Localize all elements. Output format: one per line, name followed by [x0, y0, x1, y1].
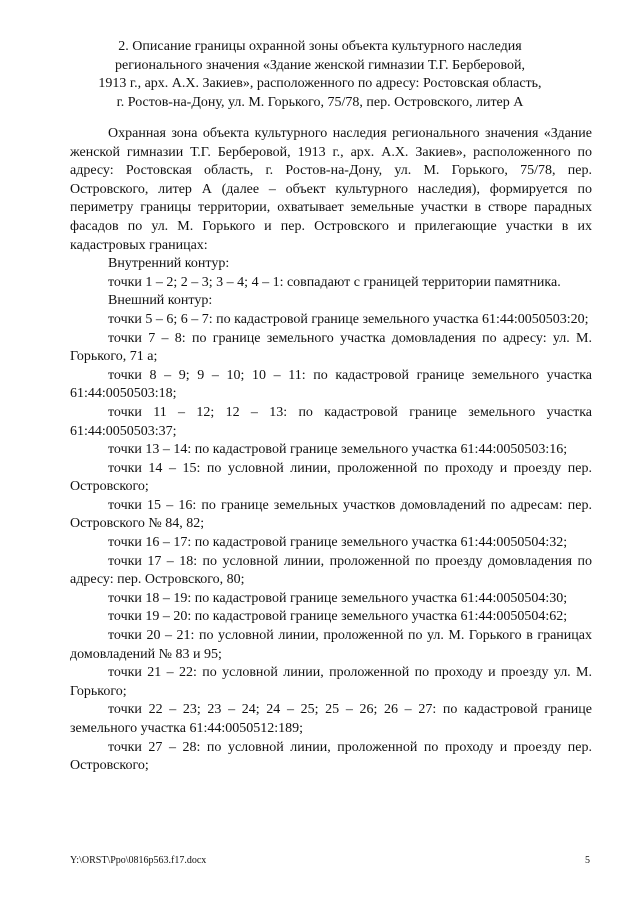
- contour-point-item: точки 7 – 8: по границе земельного участка домовладения по адресу: ул. М. Горького, 71 а;: [70, 330, 592, 365]
- contour-point-item: точки 13 – 14: по кадастровой границе земельного участка 61:44:0050503:16;: [108, 442, 568, 458]
- section-heading: [70, 38, 570, 112]
- contour-point-item: точки 27 – 28: по условной линии, проложенной по проходу и проезду пер. Островского;: [70, 739, 592, 774]
- document-body: [70, 125, 592, 776]
- contour-point-item: точки 5 – 6; 6 – 7: по кадастровой границе земельного участка 61:44:0050503:20;: [108, 311, 589, 327]
- contour-point-item: точки 22 – 23; 23 – 24; 24 – 25; 25 – 26; 26 – 27: по кадастровой границе земельного участка 61:44:0050512:189;: [70, 702, 592, 736]
- contour-point-item: точки 18 – 19: по кадастровой границе земельного участка 61:44:0050504:30;: [108, 590, 568, 606]
- contour-point-item: точки 17 – 18: по условной линии, проложенной по проезду домовладения по адресу: пер. Островского, 80;: [70, 553, 592, 588]
- contour-point-item: точки 19 – 20: по кадастровой границе земельного участка 61:44:0050504:62;: [108, 609, 568, 625]
- contour-point-item: точки 8 – 9; 9 – 10; 10 – 11: по кадастровой границе земельного участка 61:44:0050503:18;: [70, 367, 592, 402]
- contour-point-item: точки 15 – 16: по границе земельных участков домовладений по адресам: пер. Островского № 84, 82;: [70, 497, 592, 532]
- page-number: 5: [585, 855, 590, 866]
- heading-line: регионального значения «Здание женской гимназии Т.Г. Берберовой,: [115, 57, 525, 73]
- contour-point-item: точки 21 – 22: по условной линии, проложенной по проходу и проезду ул. М. Горького;: [70, 665, 592, 699]
- inner-contour-label: Внутренний контур:: [108, 256, 230, 272]
- contour-point-item: точки 1 – 2; 2 – 3; 3 – 4; 4 – 1: совпадают с границей территории памятника.: [108, 274, 561, 290]
- contour-point-item: точки 11 – 12; 12 – 13: по кадастровой границе земельного участка 61:44:0050503:37;: [70, 404, 592, 439]
- contour-point-item: точки 20 – 21: по условной линии, проложенной по ул. М. Горького в границах домовладений № 83 и 95;: [70, 628, 592, 662]
- footer-file-path: Y:\ORST\Ppo\0816p563.f17.docx: [70, 855, 207, 866]
- outer-contour-label: Внешний контур:: [108, 293, 213, 309]
- intro-paragraph: Охранная зона объекта культурного наследия регионального значения «Здание женской гимназии Т.Г. Берберовой, 1913 г., арх. А.Х. Закиев», расположенного по адресу: Ростовская область, г. Ростов-на-Дону, ул. М. Горького, 75/78, пер. Островского, литер А (далее – объект культурного наследия), формируется по периметру границы территории, охватывает земельные участки в створе парадных фасадов по ул. М. Горького и пер. Островского и прилегающие участки в их кадастровых границах:: [70, 126, 592, 253]
- heading-line: г. Ростов-на-Дону, ул. М. Горького, 75/78, пер. Островского, литер А: [116, 94, 524, 110]
- contour-point-item: точки 14 – 15: по условной линии, проложенной по проходу и проезду пер. Островского;: [70, 460, 592, 495]
- heading-line: 2. Описание границы охранной зоны объекта культурного наследия: [118, 39, 522, 54]
- contour-point-item: точки 16 – 17: по кадастровой границе земельного участка 61:44:0050504:32;: [108, 535, 568, 551]
- heading-line: 1913 г., арх. А.Х. Закиев», расположенного по адресу: Ростовская область,: [98, 76, 542, 91]
